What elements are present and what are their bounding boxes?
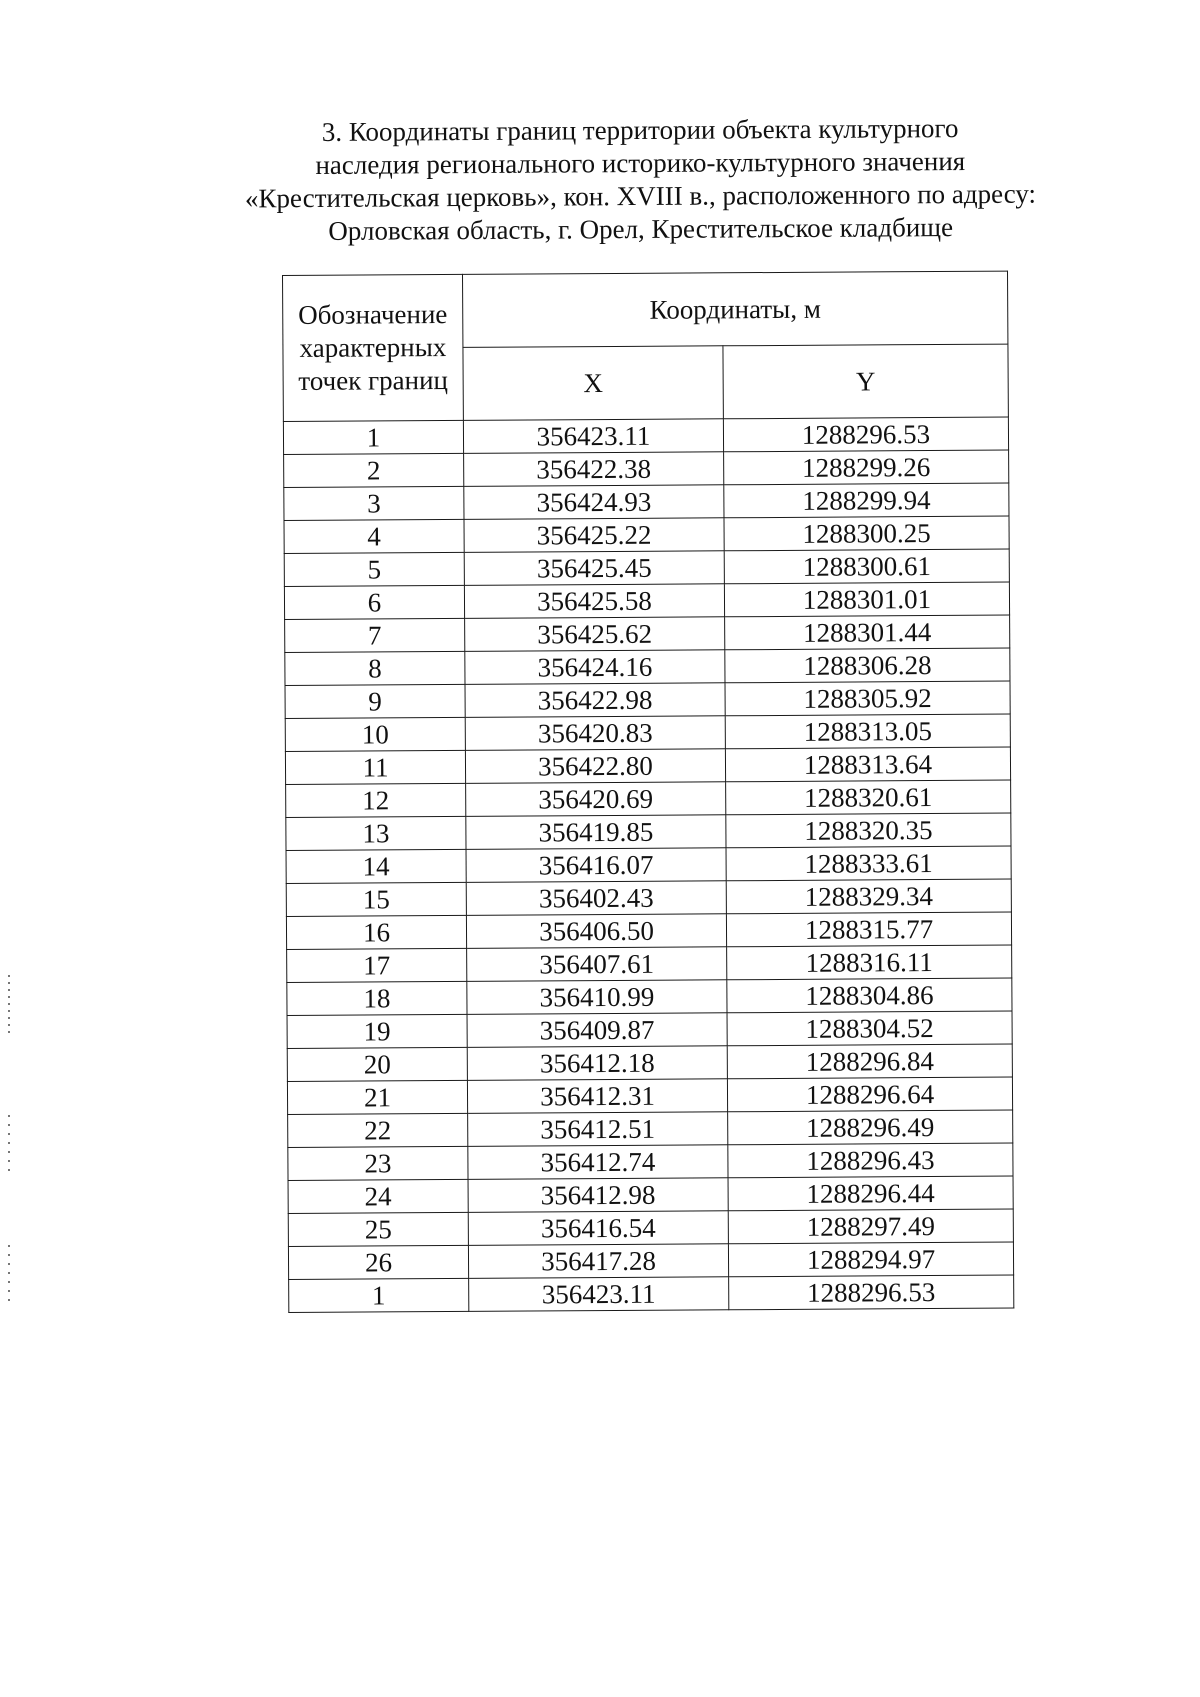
y-cell: 1288304.86 [727, 978, 1012, 1013]
x-cell: 356422.38 [464, 452, 724, 487]
table-row [286, 813, 1011, 850]
point-cell: 23 [288, 1146, 468, 1180]
heading-line-1: 3. Координаты границ территории объекта культурного [321, 113, 959, 147]
table-row [284, 549, 1009, 586]
point-cell: 11 [285, 750, 465, 784]
point-cell: 24 [288, 1179, 468, 1213]
y-cell: 1288301.01 [724, 582, 1009, 617]
y-cell: 1288294.97 [728, 1242, 1013, 1277]
point-cell: 1 [289, 1278, 469, 1312]
x-cell: 356425.58 [464, 584, 724, 619]
y-cell: 1288320.35 [726, 813, 1011, 848]
point-cell: 9 [285, 684, 465, 718]
point-cell: 12 [286, 783, 466, 817]
x-cell: 356419.85 [466, 815, 726, 850]
table-row [287, 945, 1012, 982]
y-cell: 1288301.44 [725, 615, 1010, 650]
y-cell: 1288313.05 [725, 714, 1010, 749]
point-cell: 2 [284, 453, 464, 487]
column-header-x: X [463, 346, 723, 421]
y-cell: 1288296.64 [727, 1077, 1012, 1112]
y-cell: 1288300.25 [724, 516, 1009, 551]
y-cell: 1288306.28 [725, 648, 1010, 683]
table-row [287, 1077, 1012, 1114]
x-cell: 356407.61 [467, 947, 727, 982]
x-cell: 356412.51 [468, 1112, 728, 1147]
table-row [287, 1011, 1012, 1048]
heading-line-2: наследия регионального историко-культурного значения [315, 146, 966, 180]
x-cell: 356412.74 [468, 1145, 728, 1180]
point-cell: 6 [284, 585, 464, 619]
point-cell: 7 [285, 618, 465, 652]
y-cell: 1288296.53 [729, 1275, 1014, 1310]
y-cell: 1288304.52 [727, 1011, 1012, 1046]
point-cell: 22 [288, 1113, 468, 1147]
x-cell: 356424.93 [464, 485, 724, 520]
point-cell: 4 [284, 519, 464, 553]
table-row [285, 747, 1010, 784]
y-cell: 1288296.43 [728, 1143, 1013, 1178]
y-cell: 1288296.44 [728, 1176, 1013, 1211]
point-cell: 16 [286, 915, 466, 949]
y-cell: 1288320.61 [726, 780, 1011, 815]
scan-speck [8, 1245, 10, 1305]
table-row [285, 714, 1010, 751]
y-cell: 1288299.26 [724, 450, 1009, 485]
x-cell: 356420.69 [466, 782, 726, 817]
document-heading [200, 111, 1081, 248]
y-cell: 1288296.49 [728, 1110, 1013, 1145]
x-cell: 356412.98 [468, 1178, 728, 1213]
point-cell: 26 [288, 1245, 468, 1279]
y-cell: 1288333.61 [726, 846, 1011, 881]
table-row [289, 1275, 1014, 1312]
y-cell: 1288305.92 [725, 681, 1010, 716]
coordinates-table [282, 271, 1014, 1313]
table-row [286, 780, 1011, 817]
table-row [284, 516, 1009, 553]
table-row [284, 582, 1009, 619]
x-cell: 356410.99 [467, 980, 727, 1015]
table-row [283, 417, 1008, 454]
point-cell: 5 [284, 552, 464, 586]
point-cell: 25 [288, 1212, 468, 1246]
x-cell: 356425.22 [464, 518, 724, 553]
column-header-coordinates: Координаты, м [462, 271, 1007, 347]
x-cell: 356416.54 [468, 1211, 728, 1246]
point-cell: 13 [286, 816, 466, 850]
y-cell: 1288300.61 [724, 549, 1009, 584]
y-cell: 1288299.94 [724, 483, 1009, 518]
point-cell: 1 [283, 420, 463, 454]
column-header-point: Обозначение характерных точек границ [283, 274, 464, 421]
point-cell: 20 [287, 1047, 467, 1081]
table-row [286, 879, 1011, 916]
table-row [286, 846, 1011, 883]
coordinates-table-wrapper [282, 271, 1013, 1313]
scan-speck [8, 975, 10, 1035]
y-cell: 1288329.34 [726, 879, 1011, 914]
point-cell: 21 [287, 1080, 467, 1114]
table-row [288, 1176, 1013, 1213]
table-row [287, 978, 1012, 1015]
table-row [284, 483, 1009, 520]
table-header-row-1 [283, 271, 1008, 348]
x-cell: 356422.98 [465, 683, 725, 718]
table-row [288, 1209, 1013, 1246]
x-cell: 356412.18 [467, 1046, 727, 1081]
x-cell: 356409.87 [467, 1013, 727, 1048]
x-cell: 356402.43 [466, 881, 726, 916]
point-cell: 10 [285, 717, 465, 751]
table-row [285, 615, 1010, 652]
y-cell: 1288313.64 [725, 747, 1010, 782]
x-cell: 356425.45 [464, 551, 724, 586]
x-cell: 356422.80 [465, 749, 725, 784]
y-cell: 1288296.53 [723, 417, 1008, 452]
column-header-y: Y [723, 344, 1008, 419]
x-cell: 356406.50 [466, 914, 726, 949]
table-body [283, 417, 1013, 1312]
table-row [286, 912, 1011, 949]
point-cell: 17 [287, 948, 467, 982]
point-cell: 3 [284, 486, 464, 520]
table-row [287, 1044, 1012, 1081]
y-cell: 1288316.11 [727, 945, 1012, 980]
x-cell: 356412.31 [467, 1079, 727, 1114]
y-cell: 1288315.77 [726, 912, 1011, 947]
x-cell: 356423.11 [469, 1277, 729, 1312]
table-row [288, 1110, 1013, 1147]
y-cell: 1288297.49 [728, 1209, 1013, 1244]
point-cell: 18 [287, 981, 467, 1015]
x-cell: 356416.07 [466, 848, 726, 883]
x-cell: 356425.62 [465, 617, 725, 652]
y-cell: 1288296.84 [727, 1044, 1012, 1079]
x-cell: 356417.28 [468, 1244, 728, 1279]
table-row [285, 681, 1010, 718]
heading-line-4: Орловская область, г. Орел, Крестительское кладбище [328, 212, 954, 246]
table-row [288, 1143, 1013, 1180]
table-row [285, 648, 1010, 685]
point-cell: 15 [286, 882, 466, 916]
point-cell: 19 [287, 1014, 467, 1048]
table-row [288, 1242, 1013, 1279]
table-row [284, 450, 1009, 487]
scan-speck [8, 1115, 10, 1175]
x-cell: 356423.11 [463, 419, 723, 454]
point-cell: 8 [285, 651, 465, 685]
heading-line-3: «Крестительская церковь», кон. XVIII в., расположенного по адресу: [244, 178, 1037, 214]
point-cell: 14 [286, 849, 466, 883]
x-cell: 356424.16 [465, 650, 725, 685]
x-cell: 356420.83 [465, 716, 725, 751]
